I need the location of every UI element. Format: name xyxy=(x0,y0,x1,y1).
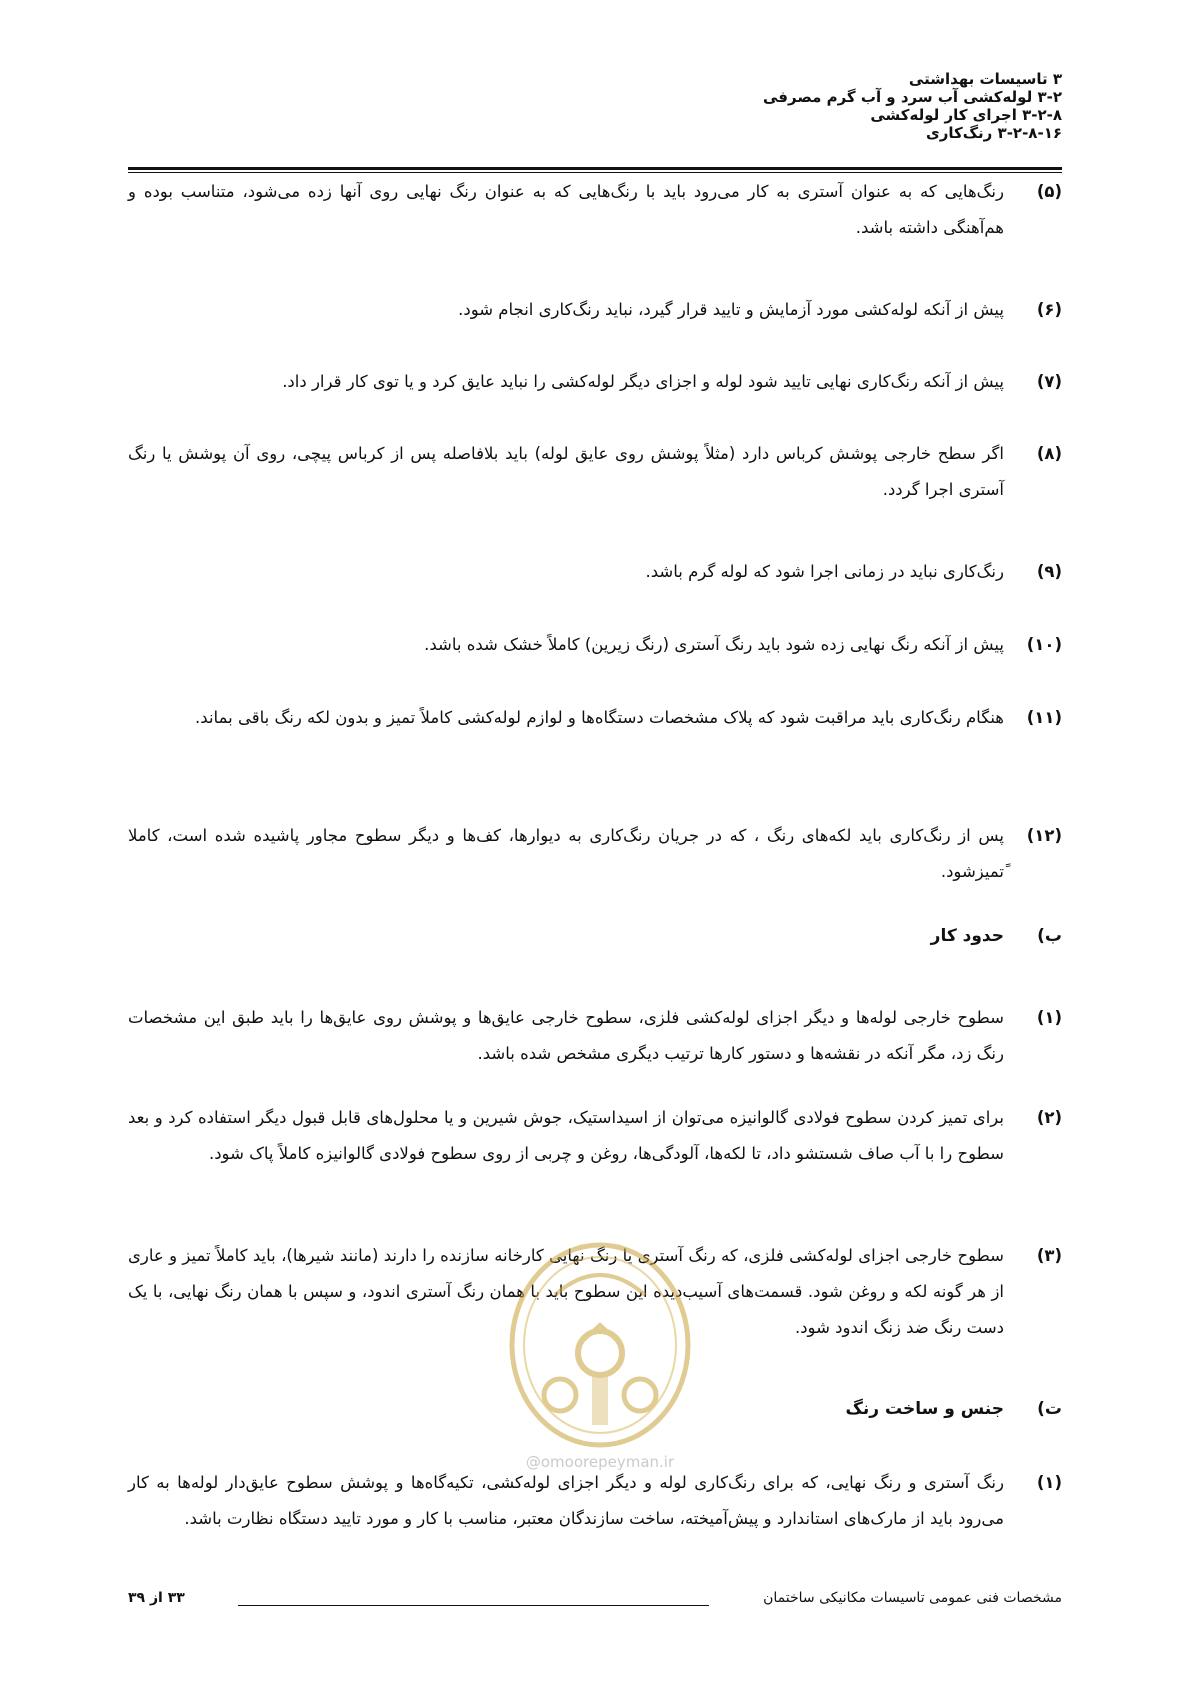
header-rule-thin xyxy=(128,172,1062,173)
watermark-text: @omoorepeyman.ir xyxy=(525,1453,675,1471)
clause-text: رنگ آستری و رنگ نهایی، که برای رنگ‌کاری لوله و دیگر اجزای لوله‌کشی، تکیه‌گاه‌ها و پوشش سطوح عایق‌دار لوله‌ها به کار می‌رود باید از مارک‌های استاندارد و پیش‌آمیخته، ساخت سازندگان معتبر، مناسب با کار و مورد تایید دستگاه نظارت باشد. xyxy=(128,1473,1004,1528)
clause-number: (۳) xyxy=(1036,1246,1062,1265)
clause-item xyxy=(128,1465,1062,1537)
clause-item xyxy=(128,700,1062,736)
clause-number: (۲) xyxy=(1036,1108,1062,1127)
footer-rule xyxy=(238,1605,709,1606)
clause-text: پس از رنگ‌کاری باید لکه‌های رنگ ، که در جریان رنگ‌کاری به دیوارها، کف‌ها و دیگر سطوح مجاور پاشیده شده است، کاملا ًتمیزشود. xyxy=(128,826,1004,881)
clause-number: (۶) xyxy=(1036,300,1062,319)
header-rule-thick xyxy=(128,167,1062,170)
footer-title: مشخصات فنی عمومی تاسیسات مکانیکی ساختمان xyxy=(763,1590,1062,1606)
clause-number: (۱) xyxy=(1036,1473,1062,1492)
section-label: ت) xyxy=(1037,1399,1062,1419)
clause-text: هنگام رنگ‌کاری باید مراقبت شود که پلاک مشخصات دستگاه‌ها و لوازم لوله‌کشی کاملاً تمیز و بدون لکه رنگ باقی بماند. xyxy=(195,708,1004,727)
clause-text: رنگ‌کاری نباید در زمانی اجرا شود که لوله گرم باشد. xyxy=(645,562,1004,581)
clause-number: (۵) xyxy=(1036,182,1062,201)
clause-number: (۱) xyxy=(1036,1008,1062,1027)
section-title: جنس و ساخت رنگ xyxy=(845,1399,1004,1419)
clause-text: برای تمیز کردن سطوح فولادی گالوانیزه می‌توان از اسیداستیک، جوش شیرین و یا محلول‌های قابل قبول دیگر استفاده کرد و بعد سطوح را با آب صاف شستشو داد، تا لکه‌ها، آلودگی‌ها، روغن و چربی از روی سطوح فولادی گالوانیزه کاملاً پاک شود. xyxy=(128,1108,1004,1163)
clause-text: سطوح خارجی اجزای لوله‌کشی فلزی، که رنگ آستری یا رنگ نهایی کارخانه سازنده را دارند (مانند شیرها)، باید کاملاً تمیز و عاری از هر گونه لکه و روغن شود. قسمت‌های آسیب‌دیده این سطوح باید با همان رنگ آستری اندود، و سپس با همان رنگ نهایی، با یک دست رنگ ضد زنگ اندود شود. xyxy=(128,1246,1004,1337)
clause-item xyxy=(128,1100,1062,1172)
clause-text: پیش از آنکه رنگ‌کاری نهایی تایید شود لوله و اجزای دیگر لوله‌کشی را نباید عایق کرد و یا توی کار قرار داد. xyxy=(282,372,1004,391)
page-number: ۳۳ از ۳۹ xyxy=(128,1590,185,1606)
section-title: حدود کار xyxy=(930,926,1004,946)
header-section: ۳-۲ لوله‌کشی آب سرد و آب گرم مصرفی xyxy=(762,88,1062,106)
clause-item xyxy=(128,1238,1062,1346)
clause-number: (۱۱) xyxy=(1026,708,1062,727)
section-header xyxy=(128,70,1062,142)
clause-item xyxy=(128,174,1062,246)
clause-number: (۹) xyxy=(1036,562,1062,581)
clause-text: پیش از آنکه رنگ نهایی زده شود باید رنگ آستری (رنگ زیرین) کاملاً خشک شده باشد. xyxy=(424,635,1004,654)
header-chapter: ۳ تاسیسات بهداشتی xyxy=(908,70,1062,88)
clause-text: سطوح خارجی لوله‌ها و دیگر اجزای لوله‌کشی فلزی، سطوح خارجی عایق‌ها و پوشش روی عایق‌ها را باید طبق این مشخصات رنگ زد، مگر آنکه در نقشه‌ها و دستور کارها ترتیب دیگری مشخص شده باشد. xyxy=(128,1008,1004,1063)
clause-item xyxy=(128,1000,1062,1072)
clause-item xyxy=(128,364,1062,400)
clause-number: (۸) xyxy=(1036,444,1062,463)
section-label: ب) xyxy=(1037,926,1062,946)
section-heading-t xyxy=(128,1391,1062,1427)
clause-item xyxy=(128,436,1062,508)
header-topic: ۳-۲-۸-۱۶ رنگ‌کاری xyxy=(925,124,1062,142)
section-heading-b xyxy=(128,918,1062,954)
clause-number: (۷) xyxy=(1036,372,1062,391)
clause-text: پیش از آنکه لوله‌کشی مورد آزمایش و تایید قرار گیرد، نباید رنگ‌کاری انجام شود. xyxy=(458,300,1004,319)
clause-item xyxy=(128,292,1062,328)
clause-text: اگر سطح خارجی پوشش کرباس دارد (مثلاً پوشش روی عایق لوله) باید بلافاصله پس از کرباس پیچی، روی آن پوشش یا رنگ آستری اجرا گردد. xyxy=(128,444,1004,499)
clause-number: (۱۲) xyxy=(1026,826,1062,845)
clause-text: رنگ‌هایی که به عنوان آستری به کار می‌رود باید با رنگ‌هایی که به عنوان رنگ نهایی روی آنها زده می‌شود، متناسب بوده و هم‌آهنگی داشته باشد. xyxy=(128,182,1004,237)
clause-item xyxy=(128,554,1062,590)
header-subsection: ۳-۲-۸ اجرای کار لوله‌کشی xyxy=(870,106,1062,124)
clause-item xyxy=(128,627,1062,663)
clause-item xyxy=(128,818,1062,890)
page-footer xyxy=(128,1590,1062,1620)
clause-number: (۱۰) xyxy=(1026,635,1062,654)
